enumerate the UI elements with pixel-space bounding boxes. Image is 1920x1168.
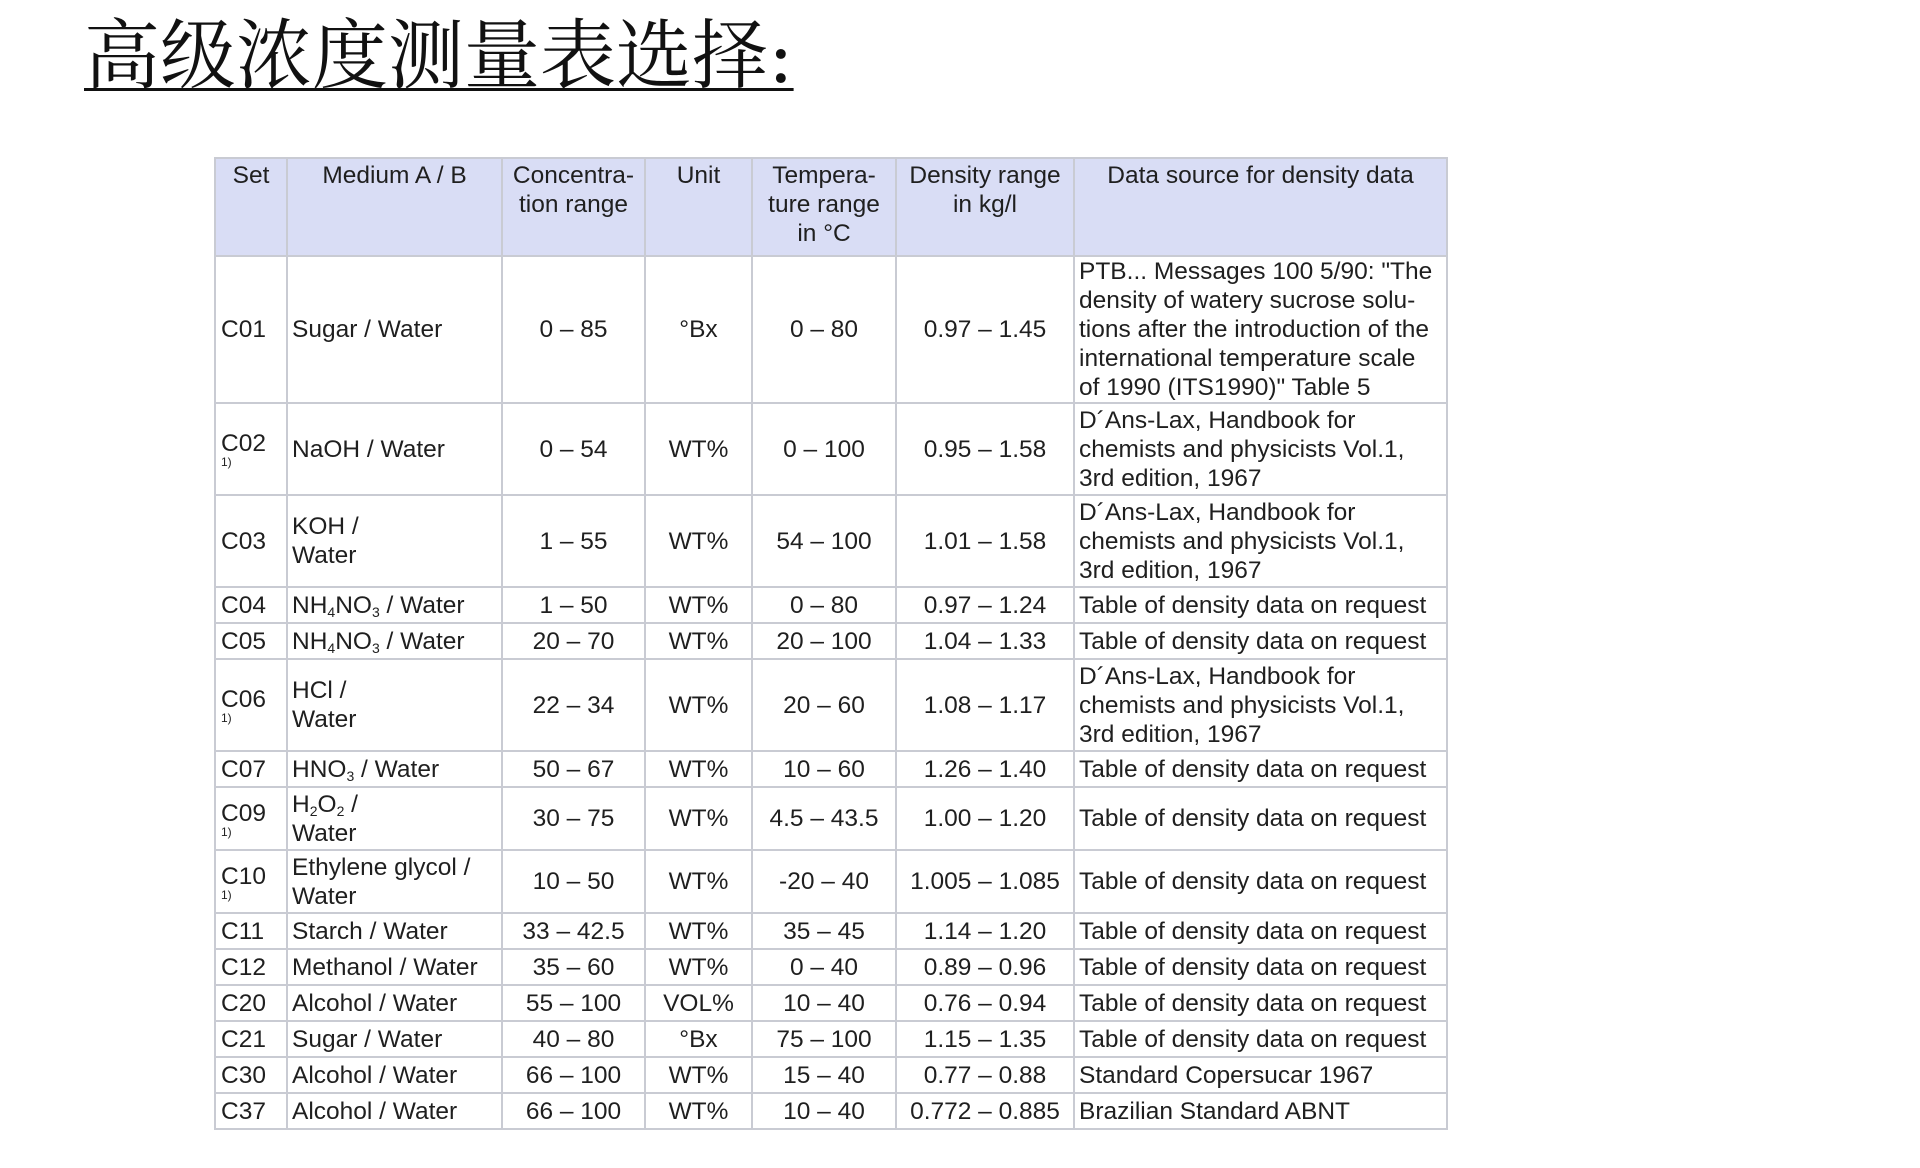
cell-unit: WT% [645, 403, 752, 495]
cell-medium [287, 850, 502, 913]
table-row [215, 587, 1447, 623]
header-medium [287, 158, 502, 256]
cell-set [215, 1093, 287, 1129]
formula-text: NO [335, 591, 372, 619]
cell-unit: WT% [645, 587, 752, 623]
source-line: Table of density data on request [1079, 953, 1427, 981]
page-title: 高级浓度测量表选择: [84, 11, 794, 100]
set-code: C01 [221, 316, 266, 343]
footnote-marker: 1) [221, 824, 232, 839]
source-line: Table of density data on request [1079, 591, 1427, 619]
medium-line: Alcohol / Water [292, 989, 458, 1017]
formula-text: O [317, 790, 337, 818]
set-code: C30 [221, 1061, 266, 1089]
header-temperature-range [752, 158, 896, 256]
cell-density-range: 1.15 – 1.35 [896, 1021, 1074, 1057]
cell-data-source [1074, 787, 1447, 850]
table-row [215, 623, 1447, 659]
cell-set [215, 256, 287, 403]
cell-temperature-range: 0 – 40 [752, 949, 896, 985]
cell-set [215, 985, 287, 1021]
cell-temperature-range: 15 – 40 [752, 1057, 896, 1093]
footnote-marker: 1) [221, 887, 232, 902]
formula-text: H [292, 790, 310, 818]
source-line: 3rd edition, 1967 [1079, 556, 1262, 584]
cell-set [215, 659, 287, 751]
medium-line: Water [292, 882, 357, 910]
cell-concentration-range: 0 – 54 [502, 403, 645, 495]
cell-concentration-range: 50 – 67 [502, 751, 645, 787]
source-line: density of watery sucrose solu- [1079, 287, 1416, 314]
cell-medium [287, 1021, 502, 1057]
cell-density-range: 1.005 – 1.085 [896, 850, 1074, 913]
medium-line: Alcohol / Water [292, 1061, 458, 1089]
formula-text: / Water [379, 627, 465, 655]
medium-line: Water [292, 542, 357, 569]
cell-temperature-range: 10 – 40 [752, 1093, 896, 1129]
table-row [215, 495, 1447, 587]
cell-density-range: 0.76 – 0.94 [896, 985, 1074, 1021]
cell-concentration-range: 30 – 75 [502, 787, 645, 850]
cell-temperature-range: 54 – 100 [752, 495, 896, 587]
cell-data-source [1074, 623, 1447, 659]
medium-line: Water [292, 706, 357, 733]
cell-data-source [1074, 659, 1447, 751]
medium-line: NaOH / Water [292, 435, 445, 463]
source-line: Table of density data on request [1079, 868, 1427, 895]
formula-subscript: 2 [336, 802, 345, 819]
cell-set [215, 587, 287, 623]
cell-density-range: 0.77 – 0.88 [896, 1057, 1074, 1093]
set-code: C09 [221, 799, 266, 827]
density-table [214, 157, 1448, 1130]
source-line: PTB... Messages 100 5/90: "The [1079, 258, 1433, 285]
cell-temperature-range: 0 – 100 [752, 403, 896, 495]
set-code: C10 [221, 862, 266, 890]
formula-text: NH [292, 591, 328, 619]
cell-set [215, 1057, 287, 1093]
cell-medium [287, 949, 502, 985]
set-code: C12 [221, 953, 266, 981]
source-line: chemists and physicists Vol.1, [1079, 691, 1405, 719]
medium-formula [292, 790, 497, 819]
cell-unit: VOL% [645, 985, 752, 1021]
table-row [215, 787, 1447, 850]
cell-set [215, 751, 287, 787]
cell-medium [287, 587, 502, 623]
cell-concentration-range: 1 – 50 [502, 587, 645, 623]
cell-medium [287, 403, 502, 495]
set-code: C02 [221, 430, 266, 457]
formula-text: HNO [292, 755, 347, 783]
footnote-marker: 1) [221, 711, 232, 725]
cell-concentration-range: 20 – 70 [502, 623, 645, 659]
cell-density-range: 1.00 – 1.20 [896, 787, 1074, 850]
header-line: Data source for density data [1107, 162, 1414, 189]
table-row [215, 850, 1447, 913]
cell-density-range: 1.01 – 1.58 [896, 495, 1074, 587]
cell-medium [287, 1057, 502, 1093]
set-code: C11 [221, 917, 265, 945]
cell-data-source [1074, 850, 1447, 913]
cell-concentration-range: 0 – 85 [502, 256, 645, 403]
set-code: C05 [221, 627, 266, 655]
cell-concentration-range: 66 – 100 [502, 1093, 645, 1129]
medium-line: Water [292, 819, 357, 847]
cell-density-range: 0.97 – 1.45 [896, 256, 1074, 403]
formula-subscript: 3 [371, 603, 380, 620]
table-row [215, 751, 1447, 787]
cell-data-source [1074, 1021, 1447, 1057]
cell-set [215, 623, 287, 659]
source-line: tions after the introduction of the [1079, 316, 1430, 343]
footnote-marker: 1) [221, 455, 232, 469]
source-line: Table of density data on request [1079, 755, 1427, 783]
header-unit [645, 158, 752, 256]
cell-data-source [1074, 949, 1447, 985]
cell-unit: WT% [645, 495, 752, 587]
cell-data-source [1074, 751, 1447, 787]
header-line: Medium A / B [322, 162, 467, 189]
table-row [215, 256, 1447, 403]
cell-medium [287, 985, 502, 1021]
formula-text: / Water [379, 591, 465, 619]
cell-medium [287, 1093, 502, 1129]
set-code: C04 [221, 591, 266, 619]
header-line: Unit [676, 162, 721, 189]
cell-density-range: 0.89 – 0.96 [896, 949, 1074, 985]
set-code: C07 [221, 755, 266, 783]
source-line: chemists and physicists Vol.1, [1079, 527, 1405, 555]
cell-medium [287, 256, 502, 403]
cell-set [215, 1021, 287, 1057]
cell-unit: WT% [645, 659, 752, 751]
set-code: C06 [221, 686, 266, 713]
table-body [215, 256, 1447, 1129]
cell-density-range: 0.97 – 1.24 [896, 587, 1074, 623]
cell-concentration-range: 22 – 34 [502, 659, 645, 751]
source-line: Standard Copersucar 1967 [1079, 1061, 1374, 1089]
cell-density-range: 0.772 – 0.885 [896, 1093, 1074, 1129]
cell-density-range: 0.95 – 1.58 [896, 403, 1074, 495]
source-line: D´Ans-Lax, Handbook for [1079, 498, 1356, 526]
cell-set [215, 913, 287, 949]
cell-set [215, 949, 287, 985]
set-code: C21 [221, 1025, 266, 1053]
table-row [215, 985, 1447, 1021]
table-row [215, 659, 1447, 751]
cell-concentration-range: 33 – 42.5 [502, 913, 645, 949]
header-line: ture range [768, 191, 880, 218]
header-set [215, 158, 287, 256]
header-line: in °C [797, 220, 851, 247]
source-line: of 1990 (ITS1990)" Table 5 [1079, 374, 1371, 401]
source-line: chemists and physicists Vol.1, [1079, 435, 1405, 463]
cell-temperature-range: 0 – 80 [752, 256, 896, 403]
table-row [215, 913, 1447, 949]
cell-unit: WT% [645, 751, 752, 787]
cell-temperature-range: -20 – 40 [752, 850, 896, 913]
cell-medium [287, 913, 502, 949]
header-line: tion range [519, 191, 628, 218]
header-line: Density range [909, 162, 1061, 189]
cell-medium [287, 751, 502, 787]
cell-temperature-range: 4.5 – 43.5 [752, 787, 896, 850]
cell-set [215, 495, 287, 587]
cell-data-source [1074, 1093, 1447, 1129]
header-line: Concentra- [512, 162, 635, 189]
medium-formula [292, 755, 497, 784]
cell-density-range: 1.04 – 1.33 [896, 623, 1074, 659]
formula-text: NH [292, 627, 328, 655]
cell-temperature-range: 10 – 60 [752, 751, 896, 787]
cell-unit: WT% [645, 1057, 752, 1093]
cell-temperature-range: 75 – 100 [752, 1021, 896, 1057]
cell-temperature-range: 20 – 100 [752, 623, 896, 659]
cell-temperature-range: 0 – 80 [752, 587, 896, 623]
source-line: 3rd edition, 1967 [1079, 464, 1262, 492]
header-line: Tempera- [772, 162, 876, 189]
formula-text: / [344, 790, 358, 818]
cell-unit: °Bx [645, 1021, 752, 1057]
medium-line: Ethylene glycol / [292, 853, 471, 881]
cell-data-source [1074, 256, 1447, 403]
cell-unit: WT% [645, 949, 752, 985]
cell-concentration-range: 40 – 80 [502, 1021, 645, 1057]
source-line: international temperature scale [1079, 345, 1416, 372]
cell-medium [287, 495, 502, 587]
table-row [215, 949, 1447, 985]
source-line: Table of density data on request [1079, 805, 1427, 832]
cell-temperature-range: 20 – 60 [752, 659, 896, 751]
cell-density-range: 1.14 – 1.20 [896, 913, 1074, 949]
cell-medium [287, 623, 502, 659]
source-line: Table of density data on request [1079, 917, 1427, 945]
medium-line: Alcohol / Water [292, 1097, 458, 1125]
header-density-range [896, 158, 1074, 256]
cell-temperature-range: 35 – 45 [752, 913, 896, 949]
formula-text: NO [335, 627, 372, 655]
cell-concentration-range: 55 – 100 [502, 985, 645, 1021]
cell-data-source [1074, 587, 1447, 623]
cell-data-source [1074, 913, 1447, 949]
cell-medium [287, 659, 502, 751]
header-line: Set [232, 162, 270, 189]
formula-subscript: 2 [309, 802, 318, 819]
formula-subscript: 4 [327, 603, 336, 620]
source-line: Table of density data on request [1079, 627, 1427, 655]
set-code: C20 [221, 989, 266, 1017]
formula-subscript: 3 [371, 639, 380, 656]
cell-concentration-range: 66 – 100 [502, 1057, 645, 1093]
header-data-source [1074, 158, 1447, 256]
cell-set [215, 403, 287, 495]
medium-line: Methanol / Water [292, 953, 478, 981]
cell-unit: WT% [645, 623, 752, 659]
cell-data-source [1074, 985, 1447, 1021]
medium-line: HCl / [292, 677, 347, 704]
source-line: Brazilian Standard ABNT [1079, 1097, 1350, 1125]
cell-unit: WT% [645, 850, 752, 913]
medium-line: Starch / Water [292, 917, 448, 945]
source-line: D´Ans-Lax, Handbook for [1079, 662, 1356, 690]
source-line: D´Ans-Lax, Handbook for [1079, 406, 1356, 434]
source-line: Table of density data on request [1079, 989, 1427, 1017]
cell-density-range: 1.08 – 1.17 [896, 659, 1074, 751]
table-row [215, 403, 1447, 495]
cell-unit: °Bx [645, 256, 752, 403]
cell-unit: WT% [645, 913, 752, 949]
cell-medium [287, 787, 502, 850]
cell-temperature-range: 10 – 40 [752, 985, 896, 1021]
table-row [215, 1093, 1447, 1129]
cell-data-source [1074, 1057, 1447, 1093]
source-line: 3rd edition, 1967 [1079, 720, 1262, 748]
formula-subscript: 3 [346, 767, 355, 784]
cell-density-range: 1.26 – 1.40 [896, 751, 1074, 787]
header-line: in kg/l [952, 191, 1017, 218]
set-code: C37 [221, 1097, 266, 1125]
cell-unit: WT% [645, 1093, 752, 1129]
source-line: Table of density data on request [1079, 1025, 1427, 1053]
cell-concentration-range: 10 – 50 [502, 850, 645, 913]
medium-line: Sugar / Water [292, 1025, 443, 1053]
medium-formula [292, 591, 497, 620]
formula-subscript: 4 [327, 639, 336, 656]
table-row [215, 1021, 1447, 1057]
formula-text: / Water [354, 755, 440, 783]
cell-set [215, 850, 287, 913]
medium-formula [292, 627, 497, 656]
medium-line: KOH / [292, 513, 359, 540]
cell-unit: WT% [645, 787, 752, 850]
cell-concentration-range: 1 – 55 [502, 495, 645, 587]
cell-data-source [1074, 403, 1447, 495]
cell-data-source [1074, 495, 1447, 587]
set-code: C03 [221, 527, 266, 555]
cell-set [215, 787, 287, 850]
header-concentration-range [502, 158, 645, 256]
cell-concentration-range: 35 – 60 [502, 949, 645, 985]
table-header-row [215, 158, 1447, 256]
table-row [215, 1057, 1447, 1093]
medium-line: Sugar / Water [292, 316, 443, 343]
